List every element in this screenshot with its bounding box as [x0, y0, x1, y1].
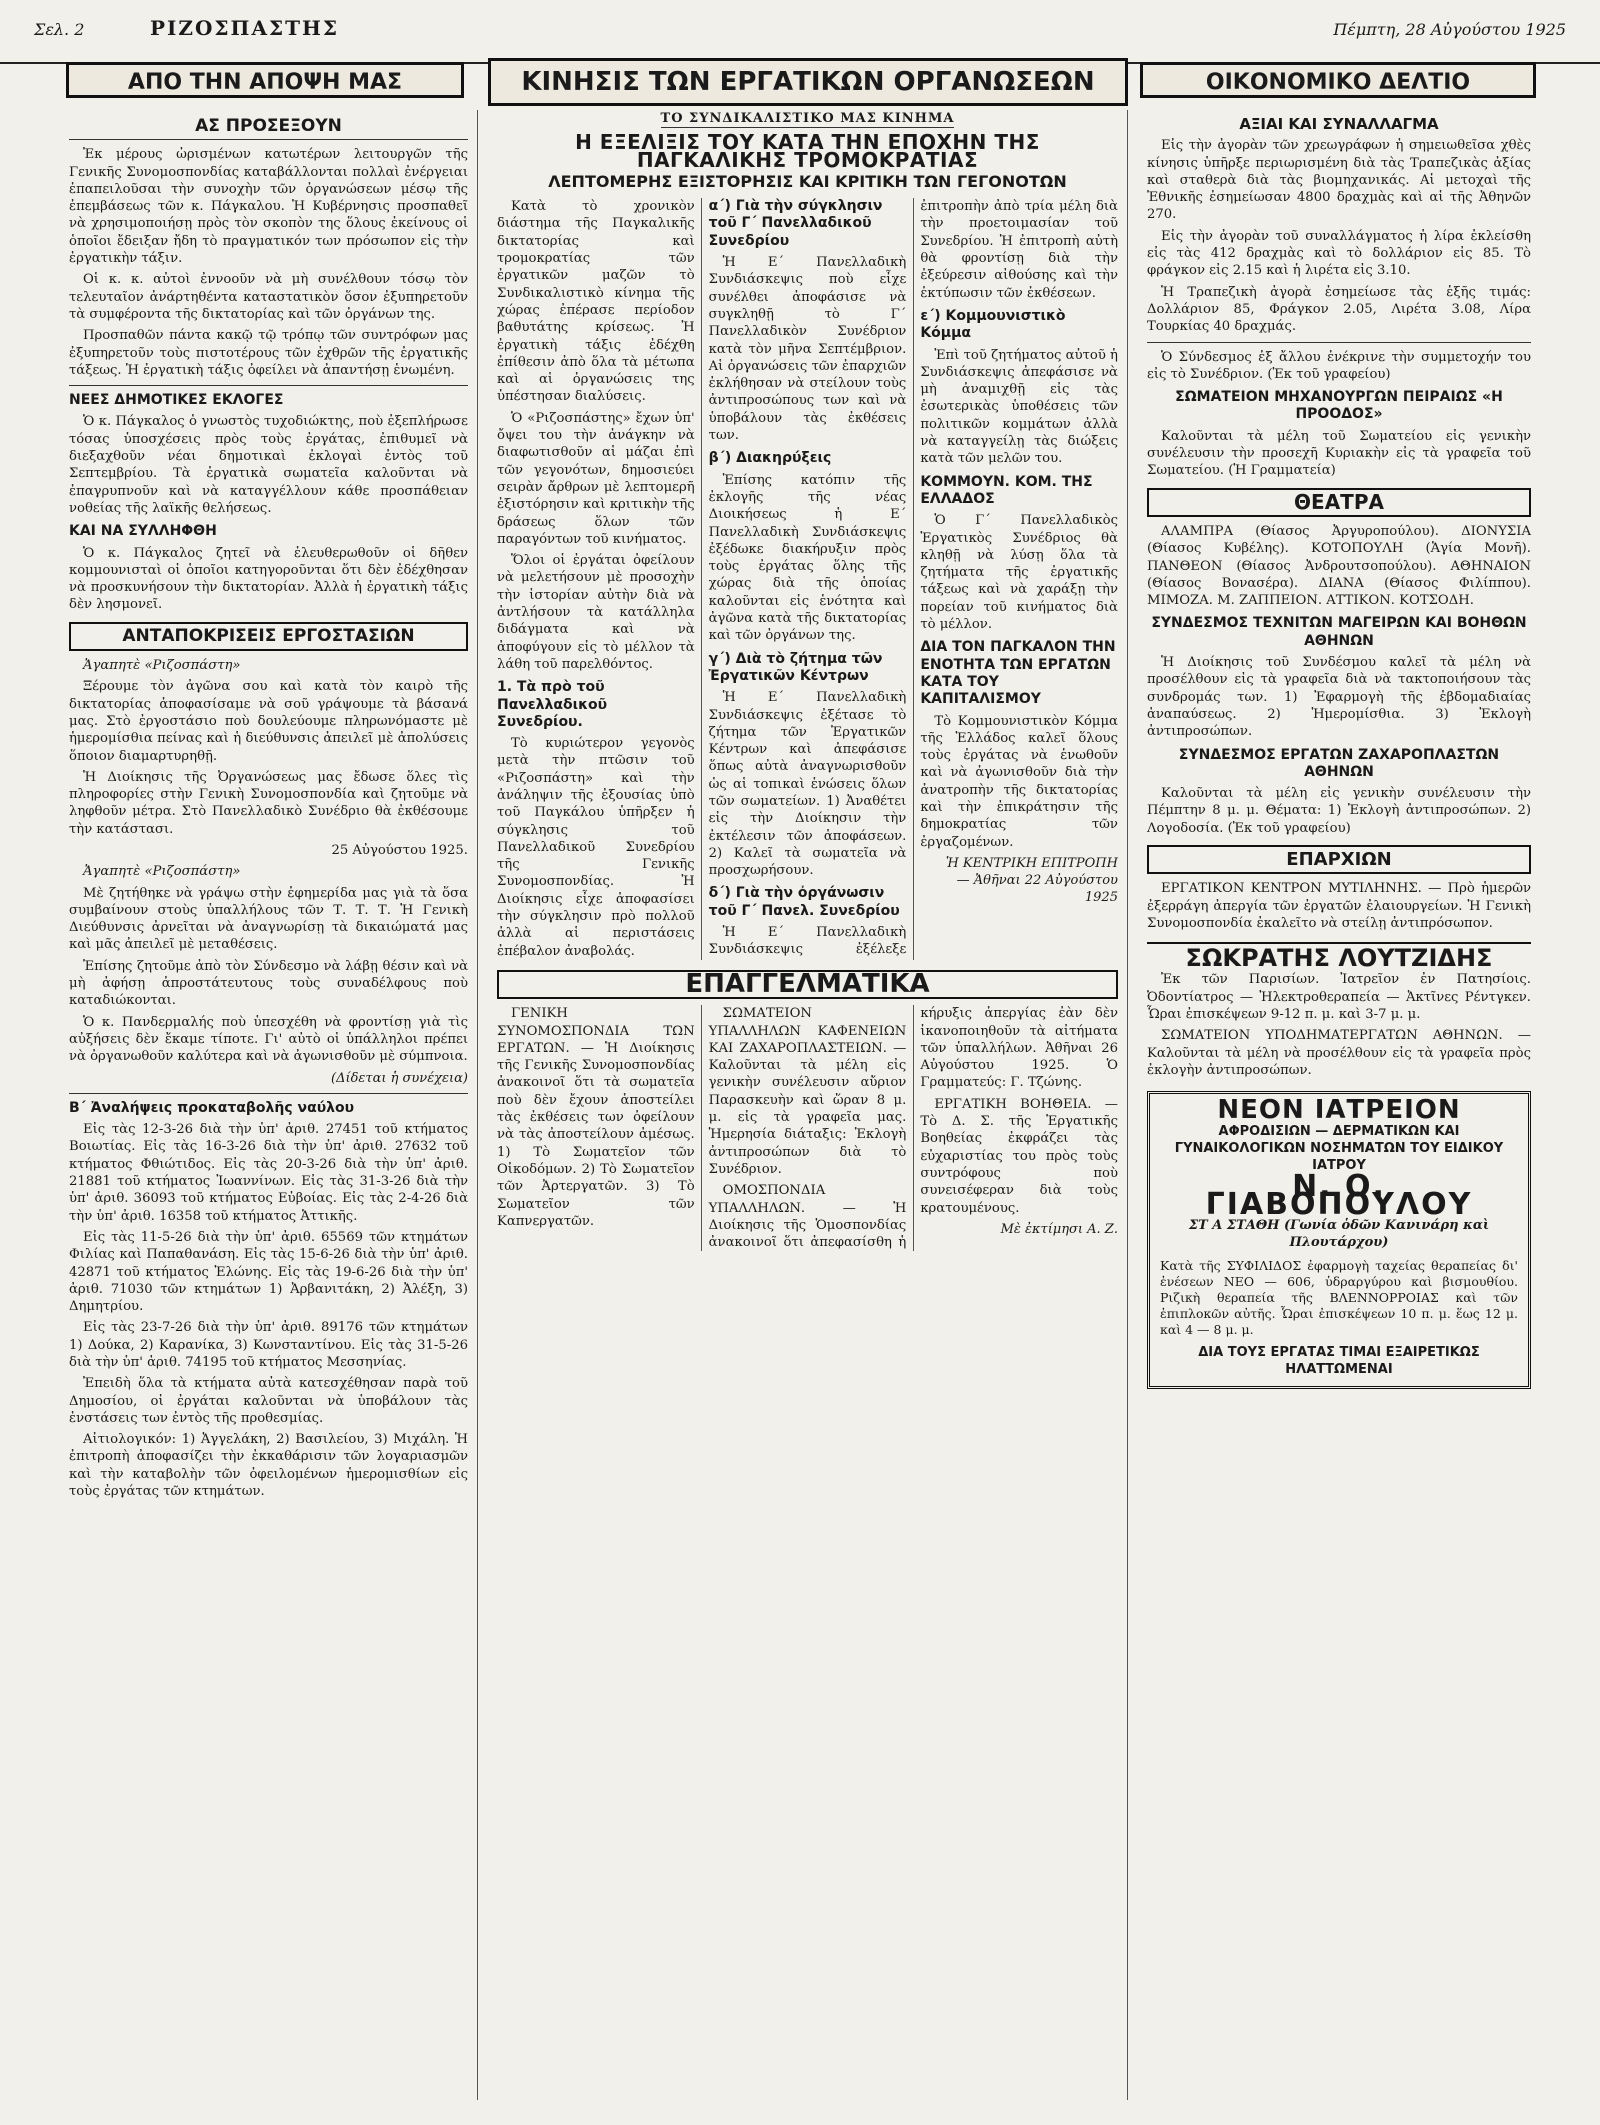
- paragraph: Ἐπειδὴ ὅλα τὰ κτήματα αὐτὰ κατεσχέθησαν παρὰ τοῦ Δημοσίου, οἱ ἐργάται καλοῦνται νὰ ὑποβάλουν τὰς ἐνστάσεις των ἐντὸς τῆς προθεσμίας.: [69, 1376, 468, 1426]
- clinic-advertisement: [1147, 1091, 1531, 1389]
- subheading: ΣΥΝΔΕΣΜΟΣ ΕΡΓΑΤΩΝ ΖΑΧΑΡΟΠΛΑΣΤΩΝ ΑΘΗΝΩΝ: [1178, 746, 1500, 780]
- paragraph: Αἰτιολογικόν: 1) Ἀγγελάκη, 2) Βασιλείου, 3) Μιχάλη. Ἡ ἐπιτροπὴ ἀποφασίζει τὴν ἐκκαθάρισιν τῶν λογαριασμῶν καὶ τὴν καταβολὴν τῶν ὀφειλομένων ἡμερομισθίων εἰς τοὺς ἐργάτας τῶν κτημάτων.: [69, 1432, 468, 1500]
- paragraph: Ξέρουμε τὸν ἀγῶνα σου καὶ κατὰ τὸν καιρὸ τῆς δικτατορίας ἀποφασίσαμε νὰ σοῦ γράψουμε τὰ βάσανά μας. Στὸ ἐργοστάσιο ποὺ δουλεύουμε πληρωνόμαστε μὲ ἡμερομίσθια πείνας καὶ ἡ διεύθυνσις ἀπειλεῖ μὲ ἀπολύσεις ὅποιον διαμαρτυρηθῇ.: [69, 679, 468, 764]
- divider: [1147, 342, 1531, 343]
- section-heading: α΄) Γιὰ τὴν σύγκλησιν τοῦ Γ΄ Πανελλαδικοῦ Συνεδρίου: [708, 198, 883, 249]
- section-banner-left: ΑΠΟ ΤΗΝ ΑΠΟΨΗ ΜΑΣ: [66, 62, 464, 98]
- paragraph: ΣΩΜΑΤΕΙΟΝ ΥΠΟΔΗΜΑΤΕΡΓΑΤΩΝ ΑΘΗΝΩΝ. — Καλοῦνται τὰ μέλη νὰ προσέλθουν εἰς τὰ γραφεῖα πρὸς ἐκλογὴν ἀντιπροσώπων.: [1147, 1028, 1531, 1078]
- paragraph: ΟΜΟΣΠΟΝΔΙΑ ΥΠΑΛΛΗΛΩΝ. — Ἡ Διοίκησις τῆς Ὁμοσπονδίας ἀνακοινοῖ ὅτι ἀπεφασίσθη ἡ κήρυξις ἀπεργίας ἐὰν δὲν ἱκανοποιηθοῦν τὰ αἰτήματα τῶν ὑπαλλήλων. Ἀθῆναι 26 Αὐγούστου 1925. Ὁ Γραμματεύς: Γ. Τζώνης.: [708, 1006, 1118, 1251]
- page-header: [0, 0, 1600, 64]
- paragraph: Εἰς τὴν ἀγορὰν τῶν χρεωγράφων ἡ σημειωθεῖσα χθὲς κίνησις ὑπῆρξε περιωρισμένη διὰ τὰς Τραπεζικὰς ἀξίας καὶ σταθερὰ διὰ τὰς βιομηχανικάς. Αἱ μετοχαὶ τῆς Ἐθνικῆς ἐσημείωσαν 4800 δραχμὰς καὶ αἱ τῆς Ἀθηνῶν 270.: [1147, 138, 1531, 223]
- section-heading: β΄) Διακηρύξεις: [708, 450, 832, 467]
- paragraph: ΣΩΜΑΤΕΙΟΝ ΥΠΑΛΛΗΛΩΝ ΚΑΦΕΝΕΙΩΝ ΚΑΙ ΖΑΧΑΡΟΠΛΑΣΤΕΙΩΝ. — Καλοῦνται τὰ μέλη εἰς γενικὴν συνέλευσιν αὔριον Παρασκευὴν καὶ ὥραν 8 μ. μ. εἰς τὰ γραφεῖα μας. Ἡμερησία διάταξις: Ἐκλογὴ ἀντιπροσώπων διὰ τὸ Συνέδριον.: [708, 1006, 907, 1177]
- ad-title: ΝΕΟΝ ΙΑΤΡΕΙΟΝ: [1217, 1095, 1461, 1126]
- section-heading: γ΄) Διὰ τὸ ζήτημα τῶν Ἐργατικῶν Κέντρων: [708, 650, 883, 684]
- paragraph: ΓΕΝΙΚΗ ΣΥΝΟΜΟΣΠΟΝΔΙΑ ΤΩΝ ΕΡΓΑΤΩΝ. — Ἡ Διοίκησις τῆς Γενικῆς Συνομοσπονδίας ἀνακοινοῖ ὅτι τὰ σωματεῖα ποὺ δὲν ἔχουν ἀποστείλει τὰς ἐκθέσεις των ὀφείλουν νὰ τὰς ἀποστείλουν ἀμέσως. 1) Τὸ Σωματεῖον τῶν Οἰκοδόμων. 2) Τὸ Σωματεῖον τῶν Ἀρτεργατῶν. 3) Τὸ Σωματεῖον τῶν Καπνεργατῶν.: [497, 1006, 695, 1229]
- section-heading: ΔΙΑ ΤΟΝ ΠΑΓΚΑΛΟΝ ΤΗΝ ΕΝΟΤΗΤΑ ΤΩΝ ΕΡΓΑΤΩΝ ΚΑΤΑ ΤΟΥ ΚΑΠΙΤΑΛΙΣΜΟΥ: [920, 639, 1116, 708]
- paragraph: Τὸ κυριώτερον γεγονὸς μετὰ τὴν πτῶσιν τοῦ «Ριζοσπάστη» καὶ τὴν ἀνάληψιν τῆς ἐξουσίας ὑπὸ τοῦ Παγκάλου ὑπῆρξεν ἡ σύγκλησις τοῦ Πανελλαδικοῦ Συνεδρίου τῆς Γενικῆς Συνομοσπονδίας. Ἡ Διοίκησις εἶχε ἀποφασίσει τὴν σύγκλησιν πρὸ πολλοῦ ἀλλὰ αἱ περιστάσεις ἐπέβαλον ἀναβολάς.: [497, 736, 695, 959]
- paragraph: Εἰς τὰς 12-3-26 διὰ τὴν ὑπ' ἀριθ. 27451 τοῦ κτήματος Βοιωτίας. Εἰς τὰς 16-3-26 διὰ τὴν ὑπ' ἀριθ. 27632 τοῦ κτήματος Φθιώτιδος. Εἰς τὰς 20-3-26 διὰ τὴν ὑπ' ἀριθ. 21881 τοῦ κτήματος Ἰωαννίνων. Εἰς τὰς 31-3-26 διὰ τὴν ὑπ' ἀριθ. 36093 τοῦ κτήματος Εὐβοίας. Εἰς τὰς 2-4-26 διὰ τὴν ὑπ' ἀριθ. 16358 τοῦ κτήματος Ἀττικῆς.: [69, 1122, 468, 1224]
- ad-doctor-name: Ν. Ο. ΓΙΑΒΟΠΟΥΛΟΥ: [1205, 1169, 1473, 1222]
- paragraph: ΕΡΓΑΤΙΚΟΝ ΚΕΝΤΡΟΝ ΜΥΤΙΛΗΝΗΣ. — Πρὸ ἡμερῶν ἐξερράγη ἀπεργία τῶν ἐργατῶν ἐλαιουργείων. Ἡ Γενικὴ Συνομοσπονδία ἐκαλεῖτο νὰ στείλῃ ἀντιπρόσωπον.: [1147, 881, 1531, 931]
- boxed-heading: ΕΠΑΓΓΕΛΜΑΤΙΚΑ: [497, 970, 1118, 999]
- paragraph: Ὁ κ. Πανδερμαλής ποὺ ὑπεσχέθη νὰ φροντίσῃ γιὰ τὶς αὐξήσεις δὲν ἔκαμε τίποτε. Γι' αὐτὸ οἱ ὑπάλληλοι πρέπει νὰ ὀργανωθοῦν καλύτερα καὶ νὰ ἀγωνισθοῦν μὲ σύμπνοια.: [69, 1014, 468, 1065]
- signature: Μὲ ἐκτίμησι Α. Ζ.: [1000, 1221, 1118, 1237]
- paragraph: Ἡ Ε΄ Πανελλαδικὴ Συνδιάσκεψις ἐξέτασε τὸ ζήτημα τῶν Ἐργατικῶν Κέντρων καὶ ἀπεφάσισε ὅπως αὐτὰ ἀναγνωρισθοῦν ὡς αἱ τοπικαὶ ἑνώσεις ὅλων τῶν σωματείων. 1) Ἀναθέτει εἰς τὴν Διοίκησιν τὴν ἐκτέλεσιν τῶν ἀποφάσεων. 2) Καλεῖ τὰ σωματεῖα νὰ προσχωρήσουν.: [708, 690, 907, 879]
- subheading: Β΄ Ἀναλήψεις προκαταβολῆς ναύλου: [69, 1099, 355, 1116]
- paragraph: ΕΡΓΑΤΙΚΗ ΒΟΗΘΕΙΑ. — Τὸ Δ. Σ. τῆς Ἐργατικῆς Βοηθείας ἐκφράζει τὰς εὐχαριστίας του πρὸς τοὺς συντρόφους ποὺ συνεισέφεραν διὰ τοὺς κρατουμένους.: [920, 1096, 1118, 1216]
- section-heading: δ΄) Γιὰ τὴν ὀργάνωσιν τοῦ Γ΄ Πανελ. Συνεδρίου: [708, 885, 900, 919]
- paragraph: Ἡ Διοίκησις τῆς Ὀργανώσεως μας ἔδωσε ὅλες τὶς πληροφορίες στὴν Γενικὴ Συνομοσπονδία καὶ ζητοῦμε νὰ ληφθοῦν μέτρα. Στὸ Πανελλαδικὸ Συνέδριο θὰ ἐκθέσουμε τὴν κατάστασι.: [69, 769, 468, 837]
- advertisement-name: ΣΩΚΡΑΤΗΣ ΛΟΥΤΖΙΔΗΣ: [1147, 942, 1531, 967]
- paragraph: Ἐπὶ τοῦ ζητήματος αὐτοῦ ἡ Συνδιάσκεψις ἀπεφάσισε νὰ μὴ ἀναμιχθῇ εἰς τὰς ἐσωτερικὰς ὑποθέσεις τῶν πολιτικῶν κομμάτων ἀλλὰ νὰ καταγγείλῃ τὰς διώξεις κατὰ τῶν μελῶν του.: [920, 347, 1118, 467]
- professional-notices: [497, 1005, 1118, 1251]
- column-center: [488, 110, 1128, 2100]
- feature-title: Η ΕΞΕΛΙΞΙΣ ΤΟΥ ΚΑΤΑ ΤΗΝ ΕΠΟΧΗΝ ΤΗΣ ΠΑΓΚΑΛΙΚΗΣ ΤΡΟΜΟΚΡΑΤΙΑΣ: [575, 130, 1040, 172]
- paragraph: Τὸ Κομμουνιστικὸν Κόμμα τῆς Ἑλλάδος καλεῖ ὅλους τοὺς ἐργάτας νὰ ἑνωθοῦν καὶ νὰ ἀγωνισθοῦν διὰ τὴν ἀνατροπὴν τῆς δικτατορίας καὶ τὴν ἐπικράτησιν τῆς δημοκρατίας τῶν ἐργαζομένων.: [920, 713, 1118, 850]
- ad-address: ΣΤ Α ΣΤΑΘΗ (Γωνία ὁδῶν Κανινάρη καὶ Πλουτάρχου): [1188, 1218, 1490, 1251]
- section-kicker: ΑΞΙΑΙ ΚΑΙ ΣΥΝΑΛΛΑΓΜΑ: [1239, 115, 1439, 133]
- section-banner-right: ΟΙΚΟΝΟΜΙΚΟ ΔΕΛΤΙΟ: [1140, 62, 1536, 98]
- signature: Ἡ ΚΕΝΤΡΙΚΗ ΕΠΙΤΡΟΠΗ — Ἀθῆναι 22 Αὐγούστου 1925: [945, 855, 1118, 906]
- greeting: Ἀγαπητὲ «Ριζοσπάστη»: [83, 658, 241, 674]
- paragraph: Καλοῦνται τὰ μέλη τοῦ Σωματείου εἰς γενικὴν συνέλευσιν τὴν προσεχῆ Κυριακὴν εἰς τὰ γραφεῖα τοῦ Σωματείου. (Ἡ Γραμματεία): [1147, 428, 1531, 479]
- subheading: ΣΥΝΔΕΣΜΟΣ ΤΕΧΝΙΤΩΝ ΜΑΓΕΙΡΩΝ ΚΑΙ ΒΟΗΘΩΝ ΑΘΗΝΩΝ: [1151, 615, 1527, 649]
- ad-subtitle: ΑΦΡΟΔΙΣΙΩΝ — ΔΕΡΜΑΤΙΚΩΝ ΚΑΙ ΓΥΝΑΙΚΟΛΟΓΙΚΩΝ ΝΟΣΗΜΑΤΩΝ ΤΟΥ ΕΙΔΙΚΟΥ ΙΑΤΡΟΥ: [1174, 1123, 1504, 1174]
- paragraph: Ὁ «Ριζοσπάστης» ἔχων ὑπ' ὄψει του τὴν ἀνάγκην νὰ διαφωτισθοῦν αἱ μάζαι ἐπὶ τῶν γεγονότων, δημοσιεύει σειρὰν ἄρθρων μὲ λεπτομερῆ ἐξιστόρησιν καὶ κριτικὴν τῆς δράσεως ὅλων τῶν παραγόντων τοῦ κινήματος.: [497, 410, 695, 547]
- subheading: ΝΕΕΣ ΔΗΜΟΤΙΚΕΣ ΕΚΛΟΓΕΣ: [69, 392, 284, 409]
- continuation-note: (Δίδεται ἡ συνέχεια): [331, 1070, 468, 1086]
- greeting: Ἀγαπητὲ «Ριζοσπάστη»: [83, 864, 241, 880]
- issue-date: Πέμπτη, 28 Αὐγούστου 1925: [1333, 20, 1566, 39]
- divider: [69, 385, 468, 386]
- paragraph: Καλοῦνται τὰ μέλη εἰς γενικὴν συνέλευσιν τὴν Πέμπτην 8 μ. μ. Θέματα: 1) Ἐκλογὴ ἀντιπροσώπων. 2) Λογοδοσία. (Ἐκ τοῦ γραφείου): [1147, 786, 1531, 836]
- subheading: ΚΑΙ ΝΑ ΣΥΛΛΗΦΘΗ: [69, 523, 217, 540]
- paragraph: Ὅλοι οἱ ἐργάται ὀφείλουν νὰ μελετήσουν μὲ προσοχὴν τὴν ἱστορίαν αὐτὴν διὰ νὰ ἀντλήσουν τὰ κατάλληλα διδάγματα καὶ νὰ ἀποφύγουν εἰς τὸ μέλλον τὰ λάθη τοῦ παρελθόντος.: [497, 553, 695, 672]
- paragraph: Ὁ Γ΄ Πανελλαδικὸς Ἐργατικὸς Συνέδριος θὰ κληθῇ νὰ λύσῃ ὅλα τὰ ζητήματα τῆς ἐργατικῆς τάξεως καὶ νὰ χαράξῃ τὴν πορείαν τοῦ κινήματος διὰ τὸ μέλλον.: [920, 513, 1118, 633]
- subheading: ΣΩΜΑΤΕΙΟΝ ΜΗΧΑΝΟΥΡΓΩΝ ΠΕΙΡΑΙΩΣ «Η ΠΡΟΟΔΟΣ»: [1175, 389, 1503, 423]
- boxed-heading: ΑΝΤΑΠΟΚΡΙΣΕΙΣ ΕΡΓΟΣΤΑΣΙΩΝ: [69, 622, 468, 651]
- letter-date: 25 Αὐγούστου 1925.: [331, 842, 468, 858]
- paragraph: Οἱ κ. κ. αὐτοὶ ἐννοοῦν νὰ μὴ συνέλθουν τόσῳ τὸν τελευταῖον ἀνάρτηθέντα καταστατικὸν ὅσον ἐξυπηρετοῦν τὰ συμφέροντα τῆς δικτατορίας καὶ τῶν ὀργάνων της.: [69, 272, 468, 322]
- paragraph: Ἐκ τῶν Παρισίων. Ἰατρεῖον ἐν Πατησίοις. Ὀδοντίατρος — Ἠλεκτροθεραπεία — Ἀκτῖνες Ρέντγκεν. Ὧραι ἐπισκέψεων 9-12 π. μ. καὶ 3-7 μ. μ.: [1147, 972, 1531, 1023]
- paragraph: Ἡ Διοίκησις τοῦ Συνδέσμου καλεῖ τὰ μέλη νὰ προσέλθουν εἰς τὰ γραφεῖα διὰ νὰ τακτοποιήσουν τὰς συνδρομάς των. 1) Ἐφαρμογὴ τῆς ἑβδομαδιαίας ἀναπαύσεως. 2) Ἡμερομίσθια. 3) Ἐκλογὴ ἀντιπροσώπων.: [1147, 655, 1531, 740]
- feature-subtitle: ΛΕΠΤΟΜΕΡΗΣ ΕΞΙΣΤΟΡΗΣΙΣ ΚΑΙ ΚΡΙΤΙΚΗ ΤΩΝ ΓΕΓΟΝΟΤΩΝ: [548, 171, 1067, 191]
- section-banner-center: ΚΙΝΗΣΙΣ ΤΩΝ ΕΡΓΑΤΙΚΩΝ ΟΡΓΑΝΩΣΕΩΝ: [488, 58, 1128, 106]
- paragraph: Εἰς τὴν ἀγορὰν τοῦ συναλλάγματος ἡ λίρα ἐκλείσθη εἰς τὰς 412 δραχμὰς καὶ τὸ δολλάριον εἰς 85. Τὸ φράγκον εἰς 2.15 καὶ ἡ λιρέτα εἰς 3.10.: [1147, 228, 1531, 279]
- paragraph: Ἡ Ε΄ Πανελλαδικὴ Συνδιάσκεψις ἐξέλεξε ἐπιτροπὴν ἀπὸ τρία μέλη διὰ τὴν προετοιμασίαν τοῦ Συνεδρίου. Ἡ ἐπιτροπὴ αὐτὴ θὰ φροντίσῃ διὰ τὴν ἐξεύρεσιν αἰθούσης καὶ τὴν ἐκτύπωσιν τῶν ἐκθέσεων.: [708, 199, 1118, 958]
- paragraph: Εἰς τὰς 11-5-26 διὰ τὴν ὑπ' ἀριθ. 65569 τῶν κτημάτων Φιλίας καὶ Παπαθανάση. Εἰς τὰς 15-6-26 διὰ τὴν ὑπ' ἀριθ. 42871 τοῦ κτήματος Ἑλώνης. Εἰς τὰς 19-6-26 διὰ τὴν ὑπ' ἀριθ. 71030 τῶν κτημάτων 1) Ἀρβανιτάκη, 2) Ἀλέξη, 3) Δημητρίου.: [69, 1229, 468, 1315]
- column-right: [1138, 110, 1540, 2100]
- paragraph: Ἡ Ε΄ Πανελλαδικὴ Συνδιάσκεψις ποὺ εἶχε συνέλθει ἀποφάσισε νὰ συγκληθῇ τὸ Γ΄ Πανελλαδικὸν Συνέδριον κατὰ τὸν μῆνα Σεπτέμβριον. Αἱ ὀργανώσεις τῶν ἐπαρχιῶν ἐκλήθησαν νὰ στείλουν τοὺς ἀντιπροσώπους των καὶ νὰ ὑποβάλουν τὰς ἐκθέσεις των.: [708, 255, 907, 444]
- paragraph: Ὁ κ. Πάγκαλος ζητεῖ νὰ ἐλευθερωθοῦν οἱ δῆθεν κομμουνισταὶ οἱ ὁποῖοι κατηγοροῦνται ὅτι δὲν ἐδέχθησαν νὰ προσκυνήσουν τὴν δικτατορίαν. Ἀλλὰ ἡ ἐργατικὴ τάξις δὲν λησμονεῖ.: [69, 545, 468, 613]
- section-heading: ε΄) Κομμουνιστικὸ Κόμμα: [920, 307, 1066, 342]
- ad-footer: ΔΙΑ ΤΟΥΣ ΕΡΓΑΤΑΣ ΤΙΜΑΙ ΕΞΑΙΡΕΤΙΚΩΣ ΗΛΑΤΤΩΜΕΝΑΙ: [1198, 1344, 1480, 1377]
- column-left: [60, 110, 478, 2100]
- section-heading: ΚΟΜΜΟΥΝ. ΚΟΜ. ΤΗΣ ΕΛΛΑΔΟΣ: [920, 473, 1093, 507]
- boxed-heading: ΕΠΑΡΧΙΩΝ: [1147, 845, 1531, 874]
- paragraph: Προσπαθῶν πάντα κακῷ τῷ τρόπῳ τῶν συντρόφων μας ἐξυπηρετοῦν τοὺς πιστοτέρους τῶν ἐχθρῶν τῆς ἐργατικῆς τάξεως. Ἡ ἐργατικὴ τάξις ὀφείλει νὰ ἀπαντήσῃ ἑνωμένη.: [69, 328, 468, 378]
- paragraph: Ἐπίσης κατόπιν τῆς ἐκλογῆς τῆς νέας Διοικήσεως ἡ Ε΄ Πανελλαδικὴ Συνδιάσκεψις ἐξέδωκε διακήρυξιν πρὸς τοὺς ἐργάτας ὅλης τῆς χώρας διὰ τῆς ὁποίας καλοῦνται εἰς ἑνότητα καὶ ἀγῶνα κατὰ τῆς δικτατορίας καὶ τῶν ὀργάνων της.: [708, 472, 907, 644]
- masthead: ΡΙΖΟΣΠΑΣΤΗΣ: [150, 16, 340, 40]
- boxed-heading: ΘΕΑΤΡΑ: [1147, 488, 1531, 517]
- paragraph: Ἐπίσης ζητοῦμε ἀπὸ τὸν Σύνδεσμο νὰ λάβῃ θέσιν καὶ νὰ μὴ ἀφήσῃ ἀπροστάτευτους τοὺς συναδέλφους ποὺ καταδιώκονται.: [69, 958, 468, 1009]
- divider: [69, 1093, 468, 1094]
- article-heading: ΑΣ ΠΡΟΣΕΞΟΥΝ: [69, 118, 468, 140]
- paragraph: Μὲ ζητήθηκε νὰ γράψω στὴν ἐφημερίδα μας γιὰ τὰ ὅσα συμβαίνουν στοὺς ὑπαλλήλους τῶν Τ. Τ. Τ. Ἡ Γενικὴ Διεύθυνσις ἀρνεῖται νὰ ἀναγνωρίσῃ τὰ δικαιώματά μας καὶ μᾶς ἀπειλεῖ μὲ μεταθέσεις.: [69, 885, 468, 953]
- paragraph: Κατὰ τὸ χρονικὸν διάστημα τῆς Παγκαλικῆς δικτατορίας καὶ τρομοκρατίας τῶν ἐργατικῶν μαζῶν τὸ Συνδικαλιστικὸ κίνημα τῆς χώρας ἐπέρασε περίοδον βαθυτάτης κρίσεως. Ἡ ἐργατικὴ τάξις ἐδέχθη ἐπίθεσιν ἀπὸ ὅλα τὰ μέτωπα καὶ αἱ ὀργανώσεις της ὑπέστησαν διαλύσεις.: [497, 199, 695, 405]
- paragraph: Ἐκ μέρους ὠρισμένων κατωτέρων λειτουργῶν τῆς Γενικῆς Συνομοσπονδίας καταβάλλονται πολλαὶ ἐνέργειαι ἐπαπειλοῦσαι τὴν συνοχὴν τῶν ὀργανώσεων μέσῳ τῆς ἐπεμβάσεως τῶν κ. Πάγκαλου. Ἡ Κυβέρνησις προσπαθεῖ νὰ χρησιμοποιήσῃ πρὸς τὸν σκοπὸν της ὅλους ἐκείνους οἱ ὁποῖοι ἔδειξαν ἤδη τὸ πραγματικόν των πρόσωπον εἰς τὴν ἐργατικὴν τάξιν.: [69, 147, 468, 267]
- paragraph: Ἡ Τραπεζικὴ ἀγορὰ ἐσημείωσε τὰς ἑξῆς τιμάς: Δολλάριον 85, Φράγκον 2.05, Λιρέτα 3.08, Λίρα Τουρκίας 40 δραχμάς.: [1147, 284, 1531, 335]
- page-number: Σελ. 2: [34, 20, 85, 39]
- paragraph: Εἰς τὰς 23-7-26 διὰ τὴν ὑπ' ἀριθ. 89176 τῶν κτημάτων 1) Δούκα, 2) Καρανίκα, 3) Κωνσταντίνου. Εἰς τὰς 31-5-26 διὰ τὴν ὑπ' ἀριθ. 74195 τοῦ κτήματος Μεσσηνίας.: [69, 1320, 468, 1370]
- feature-header: [497, 110, 1118, 190]
- paragraph: Ὁ Σύνδεσμος ἐξ ἄλλου ἐνέκρινε τὴν συμμετοχήν του εἰς τὸ Συνέδριον. (Ἐκ τοῦ γραφείου): [1147, 349, 1531, 382]
- feature-body: [497, 198, 1118, 960]
- paragraph: Ὁ κ. Πάγκαλος ὁ γνωστὸς τυχοδιώκτης, ποὺ ἐξεπλήρωσε τόσας ὑποσχέσεις πρὸς τοὺς ἐργάτας, ἐπιθυμεῖ νὰ διεξαχθοῦν νέαι δημοτικαὶ ἐκλογαὶ ἐντὸς τοῦ Σεπτεμβρίου. Τὰ ἐργατικὰ σωματεῖα καλοῦνται νὰ ἐπαγρυπνοῦν καὶ νὰ καταγγέλλουν κάθε προσπάθειαν νοθείας τῆς λαϊκῆς θελήσεως.: [69, 414, 468, 516]
- section-heading: 1. Τὰ πρὸ τοῦ Πανελλαδικοῦ Συνεδρίου.: [497, 679, 608, 730]
- paragraph: ΑΛΑΜΠΡΑ (Θίασος Ἀργυροπούλου). ΔΙΟΝΥΣΙΑ (Θίασος Κυβέλης). ΚΟΤΟΠΟΥΛΗ (Ἁγία Μονῆ). ΠΑΝΘΕΟΝ (Θίασος Ἀνδρουτσοπούλου). ΑΘΗΝΑΙΟΝ (Θίασος Βονασέρα). ΔΙΑΝΑ (Θίασος Φιλίππου). ΜΙΜΟΖΑ. Μ. ΖΑΠΠΕΙΟΝ. ΑΤΤΙΚΟΝ. ΚΟΤΣΟΔΗ.: [1147, 523, 1531, 609]
- feature-kicker: ΤΟ ΣΥΝΔΙΚΑΛΙΣΤΙΚΟ ΜΑΣ ΚΙΝΗΜΑ: [661, 110, 955, 128]
- ad-body: Κατὰ τῆς ΣΥΦΙΛΙΔΟΣ ἐφαρμογὴ ταχείας θεραπείας δι' ἐνέσεων ΝΕΟ — 606, ὑδραργύρου καὶ βισμουθίου. Ριζικὴ θεραπεία τῆς ΒΛΕΝΝΟΡΡΟΙΑΣ καὶ τῶν ἐπιπλοκῶν αὐτῆς. Ὧραι ἐπισκέψεων 10 π. μ. ἕως 12 μ. καὶ 4 — 8 μ. μ.: [1160, 1257, 1518, 1337]
